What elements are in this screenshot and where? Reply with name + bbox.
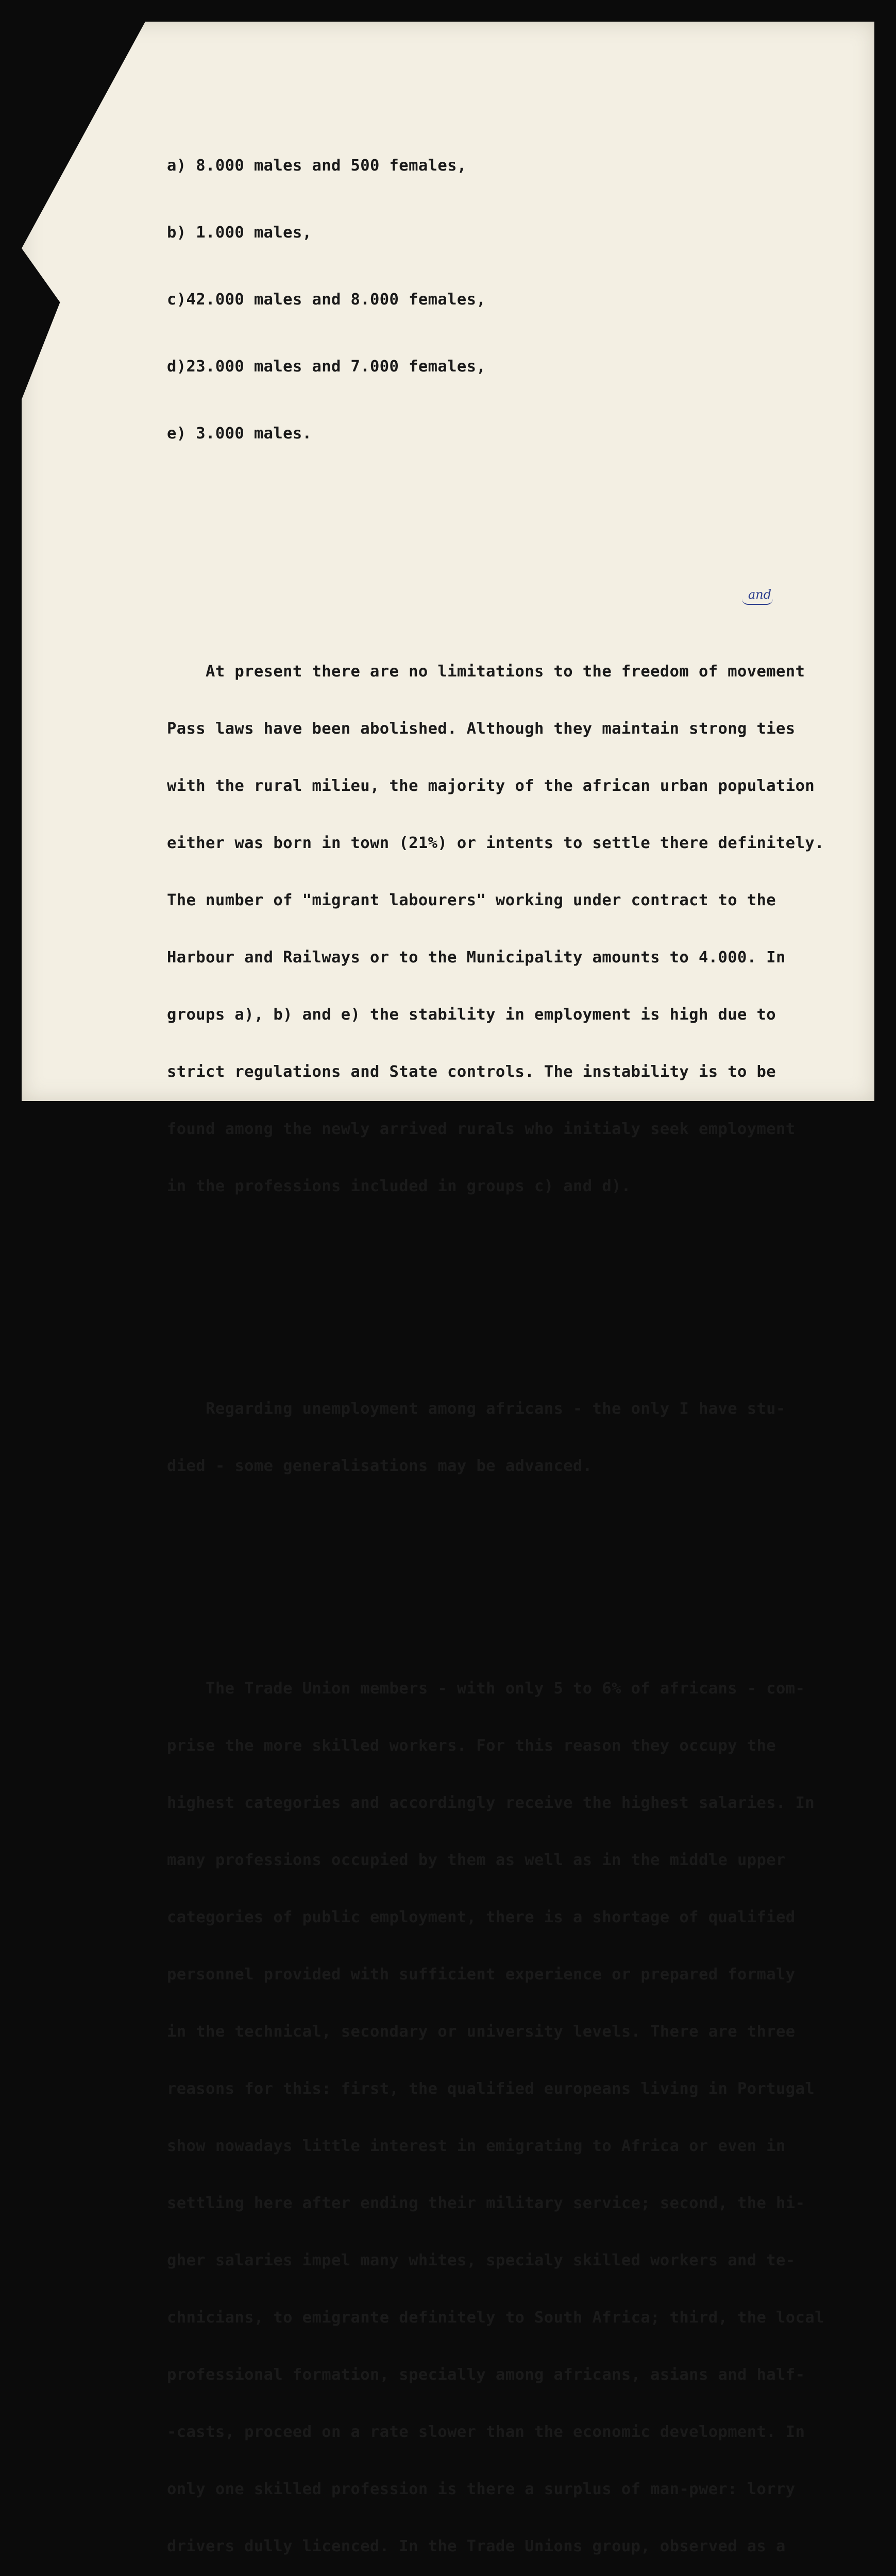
text-line: in the technical, secondary or university levels. There are three <box>167 2023 796 2041</box>
text-line: either was born in town (21%) or intents to settle there definitely. <box>167 834 824 852</box>
text-line: categories of public employment, there is a shortage of qualified <box>167 1908 796 1926</box>
list-item: a) 8.000 males and 500 females, <box>167 157 467 175</box>
text-line: only one skilled profession is there a surplus of man-pwer: lorry <box>167 2480 796 2498</box>
text-line: chnicians, to emigrante definitely to South Africa; third, the local <box>167 2309 824 2327</box>
text-line: died - some generalisations may be advanced. <box>167 1457 593 1475</box>
list-item: c)42.000 males and 8.000 females, <box>167 291 486 309</box>
paragraph-spacer <box>167 539 873 571</box>
list-item: e) 3.000 males. <box>167 425 312 443</box>
text-line: gher salaries impel many whites, specialy skilled workers and te- <box>167 2251 796 2269</box>
text-line: -casts, proceed on a rate slower than the economic development. In <box>167 2423 805 2441</box>
text-line: Harbour and Railways or to the Municipality amounts to 4.000. In <box>167 948 786 967</box>
text-line: Pass laws have been abolished. Although they maintain strong ties <box>167 720 796 738</box>
text-line: with the rural milieu, the majority of the african urban population <box>167 777 815 795</box>
paragraph-trade-union <box>167 1642 873 2576</box>
text-line: found among the newly arrived rurals who initialy seek employment <box>167 1120 796 1138</box>
text-line: prise the more skilled workers. For this reason they occupy the <box>167 1737 776 1755</box>
handwritten-annotation: and <box>748 587 772 602</box>
text-line: At present there are no limitations to the freedom of movement <box>167 663 805 681</box>
text-line: in the professions included in groups c) and d). <box>167 1177 631 1195</box>
text-line: highest categories and accordingly receive the highest salaries. In <box>167 1794 815 1812</box>
typed-body-text <box>167 78 873 2576</box>
text-line: The number of "migrant labourers" working under contract to the <box>167 891 776 909</box>
paragraph-freedom-of-movement <box>167 625 873 1233</box>
text-line: groups a), b) and e) the stability in employment is high due to <box>167 1006 776 1024</box>
text-line: show nowadays little interest in emigrating to Africa or even in <box>167 2137 786 2155</box>
list-item: d)23.000 males and 7.000 females, <box>167 358 486 376</box>
text-line: professional formation, specially among africans, asians and half- <box>167 2366 805 2384</box>
list-item: b) 1.000 males, <box>167 224 312 242</box>
text-line: drivers dully licenced. In the Trade Unions group, observed as a <box>167 2537 786 2555</box>
text-line: The Trade Union members - with only 5 to 6% of africans - com- <box>167 1680 805 1698</box>
text-line: personnel provided with sufficient experience or prepared formaly <box>167 1965 796 1984</box>
paragraph-spacer <box>167 1287 873 1308</box>
text-line: many professions occupied by them as well as in the middle upper <box>167 1851 786 1869</box>
text-line: reasons for this: first, the qualified europeans living in Portugal <box>167 2080 815 2098</box>
paragraph-unemployment-intro <box>167 1362 873 1513</box>
text-line: settling here after ending their military service; second, the hi- <box>167 2194 805 2212</box>
numbered-list <box>167 114 873 485</box>
paragraph-spacer <box>167 1567 873 1588</box>
text-line: Regarding unemployment among africans - the only I have stu- <box>167 1400 786 1418</box>
text-line: strict regulations and State controls. The instability is to be <box>167 1063 776 1081</box>
